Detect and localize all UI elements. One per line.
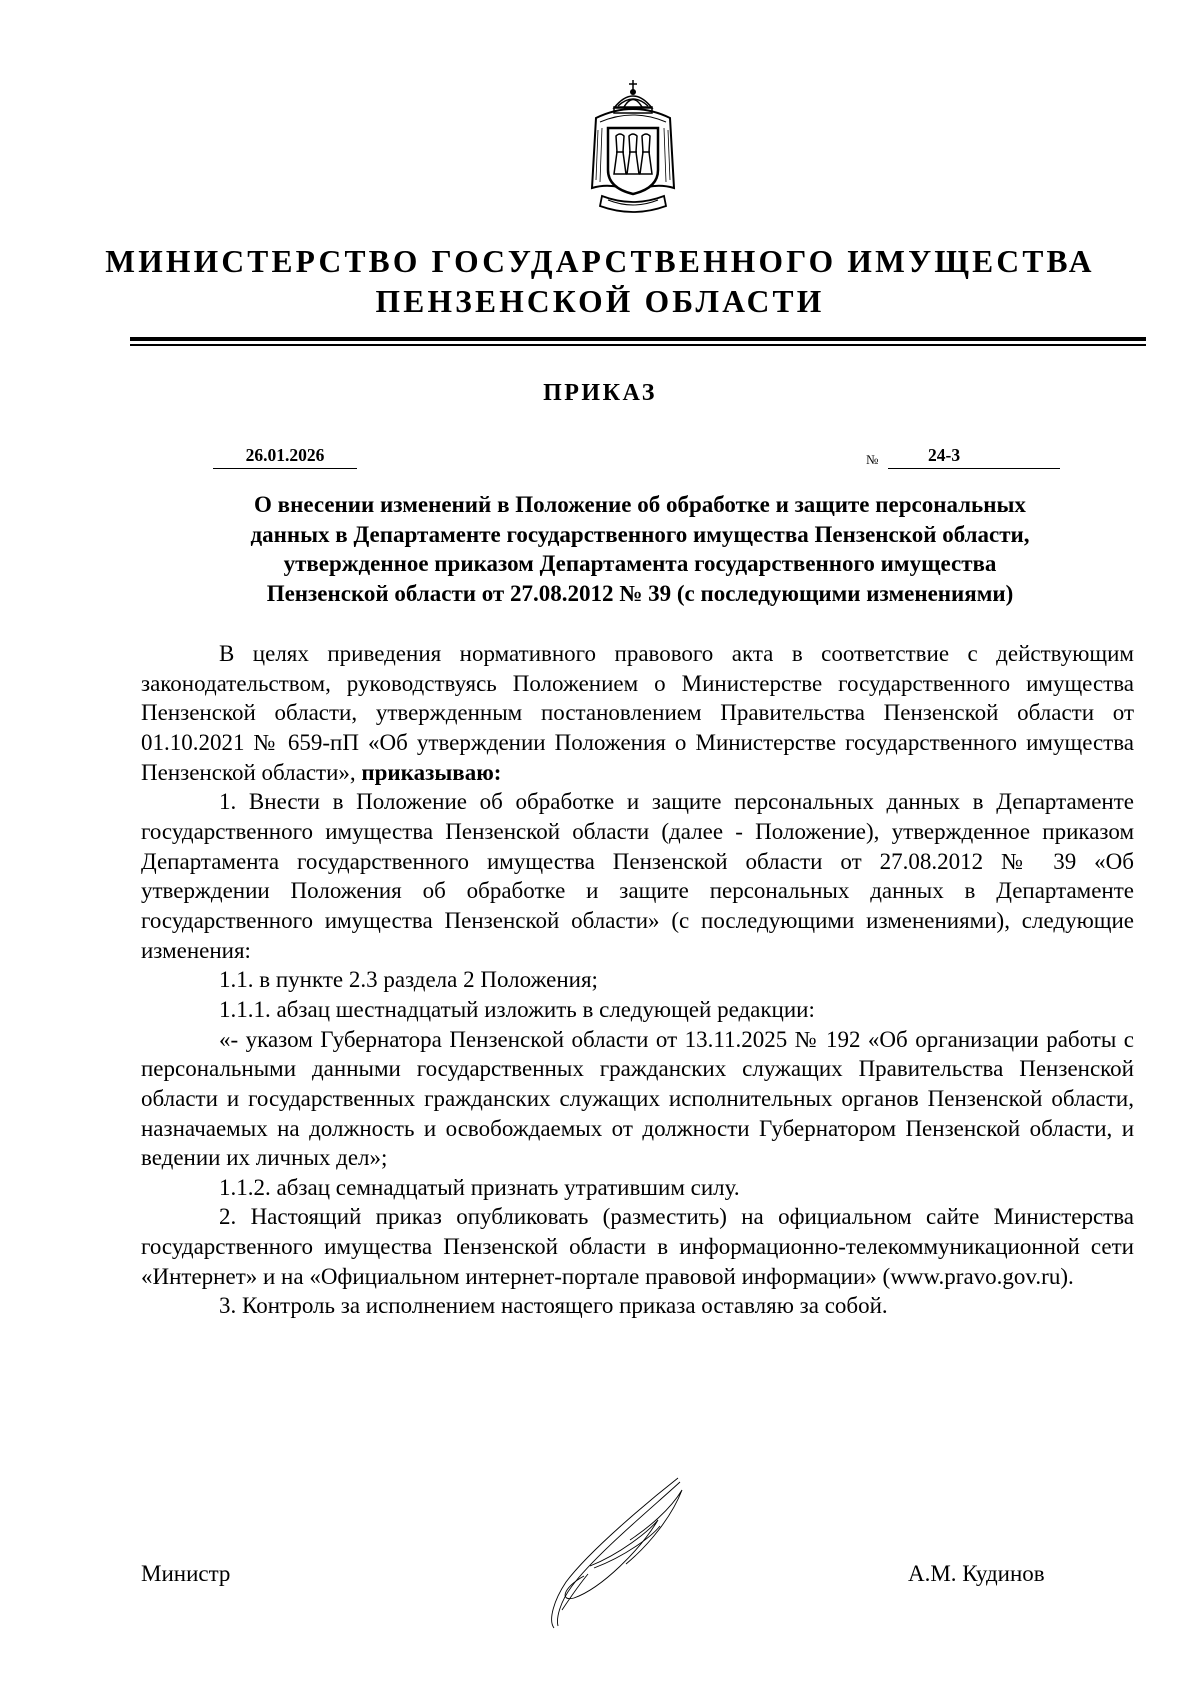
document-number — [888, 445, 1060, 469]
header-divider-thin — [130, 344, 1146, 346]
coat-of-arms-icon — [574, 70, 692, 220]
document-body — [141, 639, 1134, 1321]
signatory-position: Министр — [141, 1561, 231, 1586]
ministry-name-line2: ПЕНЗЕНСКОЙ ОБЛАСТИ — [375, 284, 825, 319]
ministry-name — [0, 242, 1200, 322]
header-divider-thick — [130, 337, 1146, 341]
paragraph-1-1-1: 1.1.1. абзац шестнадцатый изложить в следующей редакции: — [219, 996, 815, 1022]
preamble-paragraph — [141, 639, 1134, 787]
paragraph-1-1: 1.1. в пункте 2.3 раздела 2 Положения; — [219, 967, 598, 993]
ministry-name-line1: МИНИСТЕРСТВО ГОСУДАРСТВЕННОГО ИМУЩЕСТВА — [105, 244, 1095, 279]
title-line: данных в Департаменте государственного имущества Пензенской области, — [250, 521, 1030, 547]
quoted-amendment: «- указом Губернатора Пензенской области от 13.11.2025 № 192 «Об организации работы с персональными данными государственных гражданских служащих Правительства Пензенской области и государственных гражданских служащих исполнительных органов Пензенской области, назначаемых на должность и освобождаемых от должности Губернатором Пензенской области, и ведении их личных дел»; — [141, 1026, 1134, 1171]
signatory-name: А.М. Кудинов — [908, 1561, 1045, 1586]
paragraph-3: 3. Контроль за исполнением настоящего приказа оставляю за собой. — [219, 1293, 888, 1319]
paragraph-1: 1. Внести в Положение об обработке и защите персональных данных в Департаменте государственного имущества Пензенской области (далее - Положение), утвержденное приказом Департамента государственного имущества Пензенской области от 27.08.2012 № 39 «Об утверждении Положения об обработке и защите персональных данных в Департаменте государственного имущества Пензенской области» (с последующими изменениями), следующие изменения: — [141, 789, 1134, 963]
number-sign: № — [866, 452, 879, 467]
document-date: 26.01.2026 — [213, 445, 357, 469]
title-line: утвержденное приказом Департамента государственного имущества — [283, 551, 997, 576]
preamble-text: В целях приведения нормативного правового акта в соответствие с действующим законодательством, руководствуясь Положением о Министерстве государственного имущества Пензенской области, утвержденным постановлением Правительства Пензенской области от 01.10.2021 № 659-пП «Об утверждении Положения о Министерстве государственного имущества Пензенской области», — [141, 641, 1134, 785]
paragraph-1-1-2: 1.1.2. абзац семнадцатый признать утратившим силу. — [219, 1174, 740, 1200]
title-line: Пензенской области от 27.08.2012 № 39 (с последующими изменениями) — [266, 580, 1014, 606]
signature-icon — [530, 1470, 720, 1630]
document-number-value: 24-3 — [928, 445, 961, 465]
document-title — [140, 490, 1140, 608]
paragraph-2: 2. Настоящий приказ опубликовать (разместить) на официальном сайте Министерства государственного имущества Пензенской области в информационно-телекоммуникационной сети «Интернет» и на «Официальном интернет-портале правовой информации» (www.pravo.gov.ru). — [141, 1204, 1134, 1289]
title-line: О внесении изменений в Положение об обработке и защите персональных — [254, 492, 1026, 517]
preamble-order-word: приказываю: — [361, 759, 502, 785]
document-type: ПРИКАЗ — [543, 380, 657, 406]
